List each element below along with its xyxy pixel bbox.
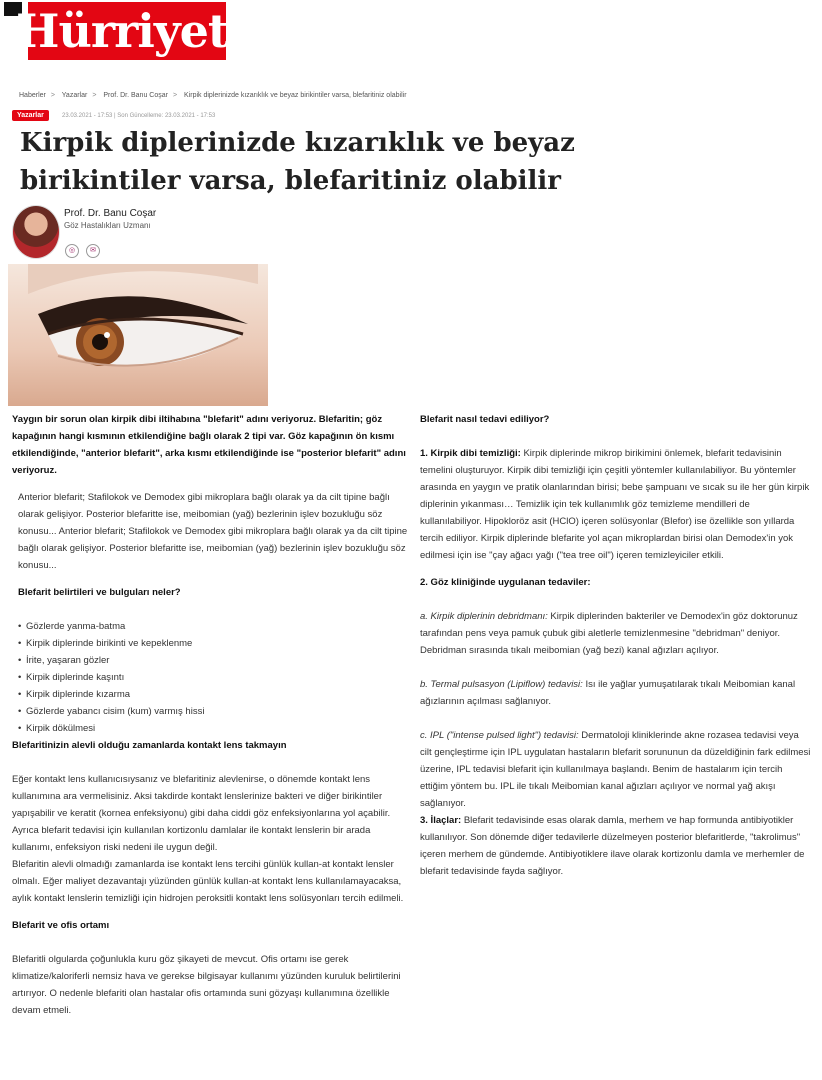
section-heading: Blefarit belirtileri ve bulguları neler? xyxy=(18,587,181,598)
instagram-icon[interactable]: ◎ xyxy=(65,244,79,258)
breadcrumb-separator-icon: > xyxy=(50,92,55,99)
author-title: Göz Hastalıkları Uzmanı xyxy=(64,221,151,230)
list-item: • Kirpik diplerinde kızarma xyxy=(18,686,412,703)
breadcrumb-current: Kirpik diplerinizde kızarıklık ve beyaz birikintiler varsa, blefaritiniz olabilir xyxy=(184,92,407,99)
article-right-column xyxy=(420,411,812,880)
breadcrumb-separator-icon: > xyxy=(172,92,178,99)
article-left-column xyxy=(12,411,412,1019)
breadcrumb-item[interactable]: Yazarlar xyxy=(61,92,88,99)
subtreatment-text: Kirpik diplerinden bakteriler ve Demodex'in göz doktorunuz tarafından pens veya pamuk çubuk gibi aletlerle temizlenmesine "debridman" deniyor. Debridman sırasında tıkalı meibomian (yağ bezi) kanal ağızları açılıyor. xyxy=(420,611,798,656)
list-item: • Kirpik diplerinde kaşıntı xyxy=(18,669,412,686)
subtreatment-text: Isı ile yağlar yumuşatılarak tıkalı Meibomian kanal ağızlarının açılması sağlanıyor. xyxy=(420,679,796,707)
category-tag[interactable]: Yazarlar xyxy=(12,110,49,121)
mail-icon[interactable]: ✉ xyxy=(86,244,100,258)
list-item: • Gözlerde yanma-batma xyxy=(18,618,412,635)
eye-illustration xyxy=(8,264,268,406)
paragraph: Blefaritin alevli olmadığı zamanlarda ise kontakt lens tercihi günlük kullan-at kontakt lensler olmalı. Eğer maliyet dezavantajı yüzünden günlük kullan-at kontakt lens kullanılamayacaksa, aylık kontakt lenslerin temizliği için hidrojen peroksitli kontakt lens solüsyonları tercih edilmeli. xyxy=(12,859,404,904)
breadcrumb-item[interactable]: Prof. Dr. Banu Coşar xyxy=(103,92,168,99)
site-logo[interactable] xyxy=(4,2,229,60)
logo-text: Hürriyet xyxy=(16,4,229,58)
treatment-title: 2. Göz kliniğinde uygulanan tedaviler: xyxy=(420,577,591,588)
article-image xyxy=(8,264,268,406)
section-heading: Blefarit nasıl tedavi ediliyor? xyxy=(420,414,550,425)
symptom-list xyxy=(12,618,412,737)
breadcrumb xyxy=(19,92,407,99)
author-name[interactable]: Prof. Dr. Banu Coşar xyxy=(64,208,157,219)
list-item: • Kirpik dökülmesi xyxy=(18,720,412,737)
treatment-text: Blefarit tedavisinde esas olarak damla, merhem ve hap formunda antibiyotikler kullanılıyor. Son dönemde diğer tedavilerle düzelmeyen posterior blefaritlerde, "takrolimus" içeren merhem de gündemde. Antibiyotiklere ilave olarak kortizonlu damla ve merhemler de blefarit tedavisinde fayda sağlıyor. xyxy=(420,815,805,877)
treatment-title: 1. Kirpik dibi temizliği: xyxy=(420,448,521,459)
breadcrumb-separator-icon: > xyxy=(92,92,97,99)
subtreatment-title: a. Kirpik diplerinin debridmanı: xyxy=(420,611,548,622)
paragraph xyxy=(420,445,812,564)
subtreatment-title: b. Termal pulsasyon (Lipiflow) tedavisi: xyxy=(420,679,583,690)
paragraph xyxy=(420,727,812,812)
treatment-title: 3. İlaçlar: xyxy=(420,815,462,826)
paragraph: Eğer kontakt lens kullanıcısıysanız ve blefaritiniz alevlenirse, o dönemde kontakt lens kullanımına ara vermelisiniz. Aksi takdirde kontakt lenslerinize bakteri ve diğer birikintiler yapışabilir ve keratit (kornea enfeksiyonu) gibi daha ciddi göz enfeksiyonlarına yol açabilir. Ayrıca blefarit tedavisi için kullanılan kortizonlu damlalar ile kontakt lenslerin bir arada kullanımı, enfeksiyon riski nedeni ile uygun değil. xyxy=(12,774,391,853)
paragraph xyxy=(420,608,812,659)
author-avatar[interactable] xyxy=(12,205,60,259)
section-heading: Blefaritinizin alevli olduğu zamanlarda kontakt lens takmayın xyxy=(12,740,287,751)
breadcrumb-item[interactable]: Haberler xyxy=(19,92,46,99)
list-item: • İrite, yaşaran gözler xyxy=(18,652,412,669)
section-heading: Blefarit ve ofis ortamı xyxy=(12,920,110,931)
list-item: • Gözlerde yabancı cisim (kum) varmış hissi xyxy=(18,703,412,720)
article-title: Kirpik diplerinizde kızarıklık ve beyaz birikintiler varsa, blefaritiniz olabilir xyxy=(20,128,575,196)
paragraph xyxy=(420,676,812,710)
publish-dates: 23.03.2021 - 17:53 | Son Güncelleme: 23.03.2021 - 17:53 xyxy=(62,113,216,119)
subtreatment-text: Dermatoloji kliniklerinde akne rozasea tedavisi veya cilt gençleştirme için IPL uygulatan hastaların blefarit sorununun da düzeldiğinin fark edilmesi üzerine, IPL tedavisi blefarit için kullanılmaya başlandı. Benim de hastalarım için tercih ettiğim yöntem bu. IPL ile tıkalı Meibomian kanal ağızları açılıyor ve normal yağ akışı sağlanıyor. xyxy=(420,730,811,809)
lead-paragraph: Yaygın bir sorun olan kirpik dibi iltihabına "blefarit" adını veriyoruz. Blefaritin; göz kapağının hangi kısmının etkilendiğine bağlı olarak 2 tipi var. Göz kapağının ön kısmı etkilendiğinde, "anterior blefarit", arka kısmı etkilendiğinde ise "posterior blefarit" adını veriyoruz. xyxy=(12,414,406,476)
subtreatment-title: c. IPL ("intense pulsed light") tedavisi: xyxy=(420,730,579,741)
paragraph: Anterior blefarit; Stafilokok ve Demodex gibi mikroplara bağlı olarak ya da cilt tipine bağlı olarak gelişiyor. Posterior blefaritte ise, meibomian (yağ) bezlerinin işlev bozukluğu söz konusu... Anterior blefarit; Stafilokok ve Demodex gibi mikroplara bağlı olarak ya da cilt tipine bağlı olarak gelişiyor. Posterior blefaritte ise, meibomian (yağ) bezlerinin işlev bozukluğu söz konusu... xyxy=(18,492,408,571)
paragraph: Blefaritli olgularda çoğunlukla kuru göz şikayeti de mevcut. Ofis ortamı ise gerek klimatize/kaloriferli nemsiz hava ve gerekse bilgisayar kullanımı yüzünden kuruluk belirtilerini artırıyor. O nedenle blefariti olan hastalar ofis ortamında suni gözyaşı kullanımına özellikle devam etmeli. xyxy=(12,954,401,1016)
paragraph xyxy=(420,812,812,880)
treatment-text: Kirpik diplerinde mikrop birikimini önlemek, blefarit tedavisinin temelini oluşturuyor. Kirpik dibi temizliği için çeşitli yöntemler kullanılabiliyor. Bu yöntemler arasında en yaygın ve pratik olanlarından birisi; bebe şampuanı ve sıcak su ile her gün kirpik diplerinin yıkanması… Temizlik için tek kullanımlık göz temizleme mendilleri de kullanılabiliyor. Hipokloröz asit (HClO) içeren solüsyonlar (Blefor) ise özellikle son yıllarda tercih ediliyor. Kirpik diplerinde blefarite yol açan mikroplardan birisi olan Demodex'in yok edilmesi için ise "çay ağacı yağı ("tea tree oil") içeren temizleyiciler etkili. xyxy=(420,448,810,561)
list-item: • Kirpik diplerinde birikinti ve kepeklenme xyxy=(18,635,412,652)
